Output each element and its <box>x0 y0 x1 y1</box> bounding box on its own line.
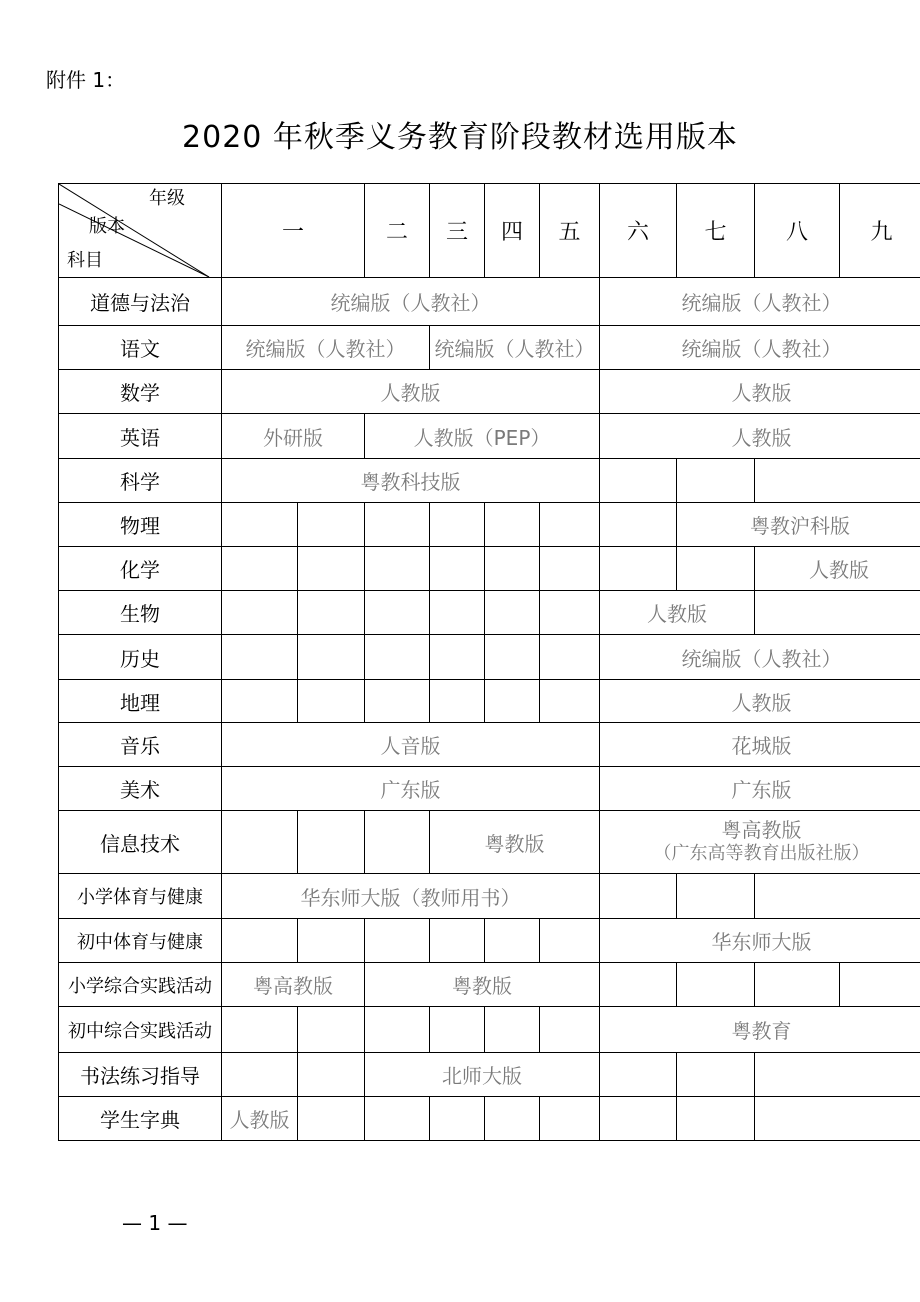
version-cell: 统编版（人教社） <box>222 278 600 326</box>
subject-cell: 初中体育与健康 <box>59 919 222 963</box>
version-cell: 人教版 <box>600 370 920 414</box>
empty-cell <box>485 547 540 591</box>
textbook-table <box>58 183 920 1141</box>
version-cell: 统编版（人教社） <box>222 326 430 370</box>
subject-cell: 音乐 <box>59 723 222 767</box>
table-row <box>59 680 920 723</box>
version-cell: 广东版 <box>600 767 920 811</box>
grade-6: 六 <box>600 184 677 278</box>
empty-cell <box>600 459 677 503</box>
empty-cell <box>430 547 485 591</box>
empty-cell <box>540 1007 600 1053</box>
version-cell: 华东师大版 <box>600 919 920 963</box>
empty-cell <box>298 919 365 963</box>
empty-cell <box>755 459 920 503</box>
version-cell: 广东版 <box>222 767 600 811</box>
version-cell: 粤教版 <box>430 811 600 874</box>
subject-cell: 历史 <box>59 635 222 680</box>
empty-cell <box>365 919 430 963</box>
empty-cell <box>222 1053 298 1097</box>
version-cell: 统编版（人教社） <box>600 326 920 370</box>
table-row <box>59 370 920 414</box>
subject-cell: 学生字典 <box>59 1097 222 1141</box>
subject-cell: 语文 <box>59 326 222 370</box>
version-cell: 外研版 <box>222 414 365 459</box>
empty-cell <box>677 547 755 591</box>
page-title: 2020 年秋季义务教育阶段教材选用版本 <box>182 120 738 155</box>
empty-cell <box>365 1007 430 1053</box>
grade-5: 五 <box>540 184 600 278</box>
empty-cell <box>298 1053 365 1097</box>
empty-cell <box>677 459 755 503</box>
subject-cell: 地理 <box>59 680 222 723</box>
empty-cell <box>600 503 677 547</box>
version-cell: 粤教沪科版 <box>677 503 920 547</box>
grade-9: 九 <box>840 184 920 278</box>
empty-cell <box>365 503 430 547</box>
empty-cell <box>430 635 485 680</box>
table-row <box>59 723 920 767</box>
version-cell: 粤教版 <box>365 963 600 1007</box>
empty-cell <box>600 874 677 919</box>
table-row <box>59 459 920 503</box>
empty-cell <box>298 811 365 874</box>
empty-cell <box>677 874 755 919</box>
version-cell: 人教版 <box>755 547 920 591</box>
grade-4: 四 <box>485 184 540 278</box>
empty-cell <box>365 1097 430 1141</box>
empty-cell <box>677 963 755 1007</box>
version-cell <box>600 811 920 874</box>
table-row <box>59 635 920 680</box>
table-row <box>59 1053 920 1097</box>
version-cell: 花城版 <box>600 723 920 767</box>
table-row <box>59 591 920 635</box>
subject-cell: 美术 <box>59 767 222 811</box>
grade-7: 七 <box>677 184 755 278</box>
empty-cell <box>540 680 600 723</box>
empty-cell <box>755 1097 920 1141</box>
grade-3: 三 <box>430 184 485 278</box>
version-cell: 粤教育 <box>600 1007 920 1053</box>
empty-cell <box>365 547 430 591</box>
empty-cell <box>298 591 365 635</box>
empty-cell <box>222 547 298 591</box>
version-cell: 人音版 <box>222 723 600 767</box>
empty-cell <box>298 635 365 680</box>
version-label: 版本 <box>89 216 125 237</box>
empty-cell <box>298 547 365 591</box>
table-row <box>59 503 920 547</box>
empty-cell <box>540 503 600 547</box>
table-row <box>59 767 920 811</box>
empty-cell <box>485 1097 540 1141</box>
empty-cell <box>600 547 677 591</box>
table-row <box>59 1007 920 1053</box>
empty-cell <box>365 811 430 874</box>
subject-cell: 信息技术 <box>59 811 222 874</box>
version-cell: 统编版（人教社） <box>600 278 920 326</box>
empty-cell <box>222 503 298 547</box>
version-cell: 粤高教版 <box>222 963 365 1007</box>
subject-cell: 物理 <box>59 503 222 547</box>
diagonal-header-cell <box>59 184 222 278</box>
subject-cell: 英语 <box>59 414 222 459</box>
subject-cell: 初中综合实践活动 <box>59 1007 222 1053</box>
empty-cell <box>430 503 485 547</box>
empty-cell <box>485 503 540 547</box>
grade-1: 一 <box>222 184 365 278</box>
subject-cell: 生物 <box>59 591 222 635</box>
empty-cell <box>222 811 298 874</box>
empty-cell <box>600 1053 677 1097</box>
attachment-label: 附件 1： <box>46 68 126 92</box>
empty-cell <box>540 547 600 591</box>
empty-cell <box>222 680 298 723</box>
empty-cell <box>485 1007 540 1053</box>
subject-cell: 书法练习指导 <box>59 1053 222 1097</box>
version-cell: 人教版 <box>600 680 920 723</box>
empty-cell <box>222 1007 298 1053</box>
table-row <box>59 326 920 370</box>
subject-cell: 数学 <box>59 370 222 414</box>
version-cell: 人教版 <box>222 1097 298 1141</box>
table-row <box>59 811 920 874</box>
table-row <box>59 414 920 459</box>
empty-cell <box>485 919 540 963</box>
subject-cell: 化学 <box>59 547 222 591</box>
empty-cell <box>222 919 298 963</box>
grade-label: 年级 <box>149 188 185 209</box>
version-cell: 粤教科技版 <box>222 459 600 503</box>
version-cell: 人教版（PEP） <box>365 414 600 459</box>
empty-cell <box>298 503 365 547</box>
empty-cell <box>430 680 485 723</box>
empty-cell <box>430 919 485 963</box>
subject-cell: 小学体育与健康 <box>59 874 222 919</box>
version-text: 粤高教版 <box>721 818 802 842</box>
empty-cell <box>430 591 485 635</box>
empty-cell <box>430 1007 485 1053</box>
subject-cell: 科学 <box>59 459 222 503</box>
subject-cell: 小学综合实践活动 <box>59 963 222 1007</box>
empty-cell <box>540 919 600 963</box>
empty-cell <box>365 591 430 635</box>
empty-cell <box>298 1097 365 1141</box>
version-cell: 统编版（人教社） <box>430 326 600 370</box>
empty-cell <box>485 635 540 680</box>
version-cell: 人教版 <box>222 370 600 414</box>
table-row <box>59 1097 920 1141</box>
empty-cell <box>222 635 298 680</box>
empty-cell <box>755 874 920 919</box>
version-cell: 人教版 <box>600 414 920 459</box>
empty-cell <box>755 963 840 1007</box>
version-cell: 人教版 <box>600 591 755 635</box>
header-row <box>59 184 920 278</box>
table-row <box>59 547 920 591</box>
empty-cell <box>540 635 600 680</box>
empty-cell <box>365 680 430 723</box>
page-number: — 1 — <box>122 1211 188 1235</box>
empty-cell <box>677 1097 755 1141</box>
empty-cell <box>540 1097 600 1141</box>
table-row <box>59 874 920 919</box>
empty-cell <box>755 1053 920 1097</box>
empty-cell <box>298 1007 365 1053</box>
version-cell: 华东师大版（教师用书） <box>222 874 600 919</box>
version-subtext: （广东高等教育出版社版） <box>653 843 870 864</box>
empty-cell <box>677 1053 755 1097</box>
grade-8: 八 <box>755 184 840 278</box>
subject-label: 科目 <box>67 250 103 271</box>
empty-cell <box>222 591 298 635</box>
empty-cell <box>540 591 600 635</box>
empty-cell <box>755 591 920 635</box>
grade-2: 二 <box>365 184 430 278</box>
table-row <box>59 963 920 1007</box>
empty-cell <box>485 591 540 635</box>
subject-cell: 道德与法治 <box>59 278 222 326</box>
table-row <box>59 919 920 963</box>
empty-cell <box>298 680 365 723</box>
empty-cell <box>600 1097 677 1141</box>
empty-cell <box>485 680 540 723</box>
empty-cell <box>365 635 430 680</box>
version-cell: 北师大版 <box>365 1053 600 1097</box>
empty-cell <box>430 1097 485 1141</box>
empty-cell <box>600 963 677 1007</box>
version-cell: 统编版（人教社） <box>600 635 920 680</box>
empty-cell <box>840 963 920 1007</box>
table-row <box>59 278 920 326</box>
